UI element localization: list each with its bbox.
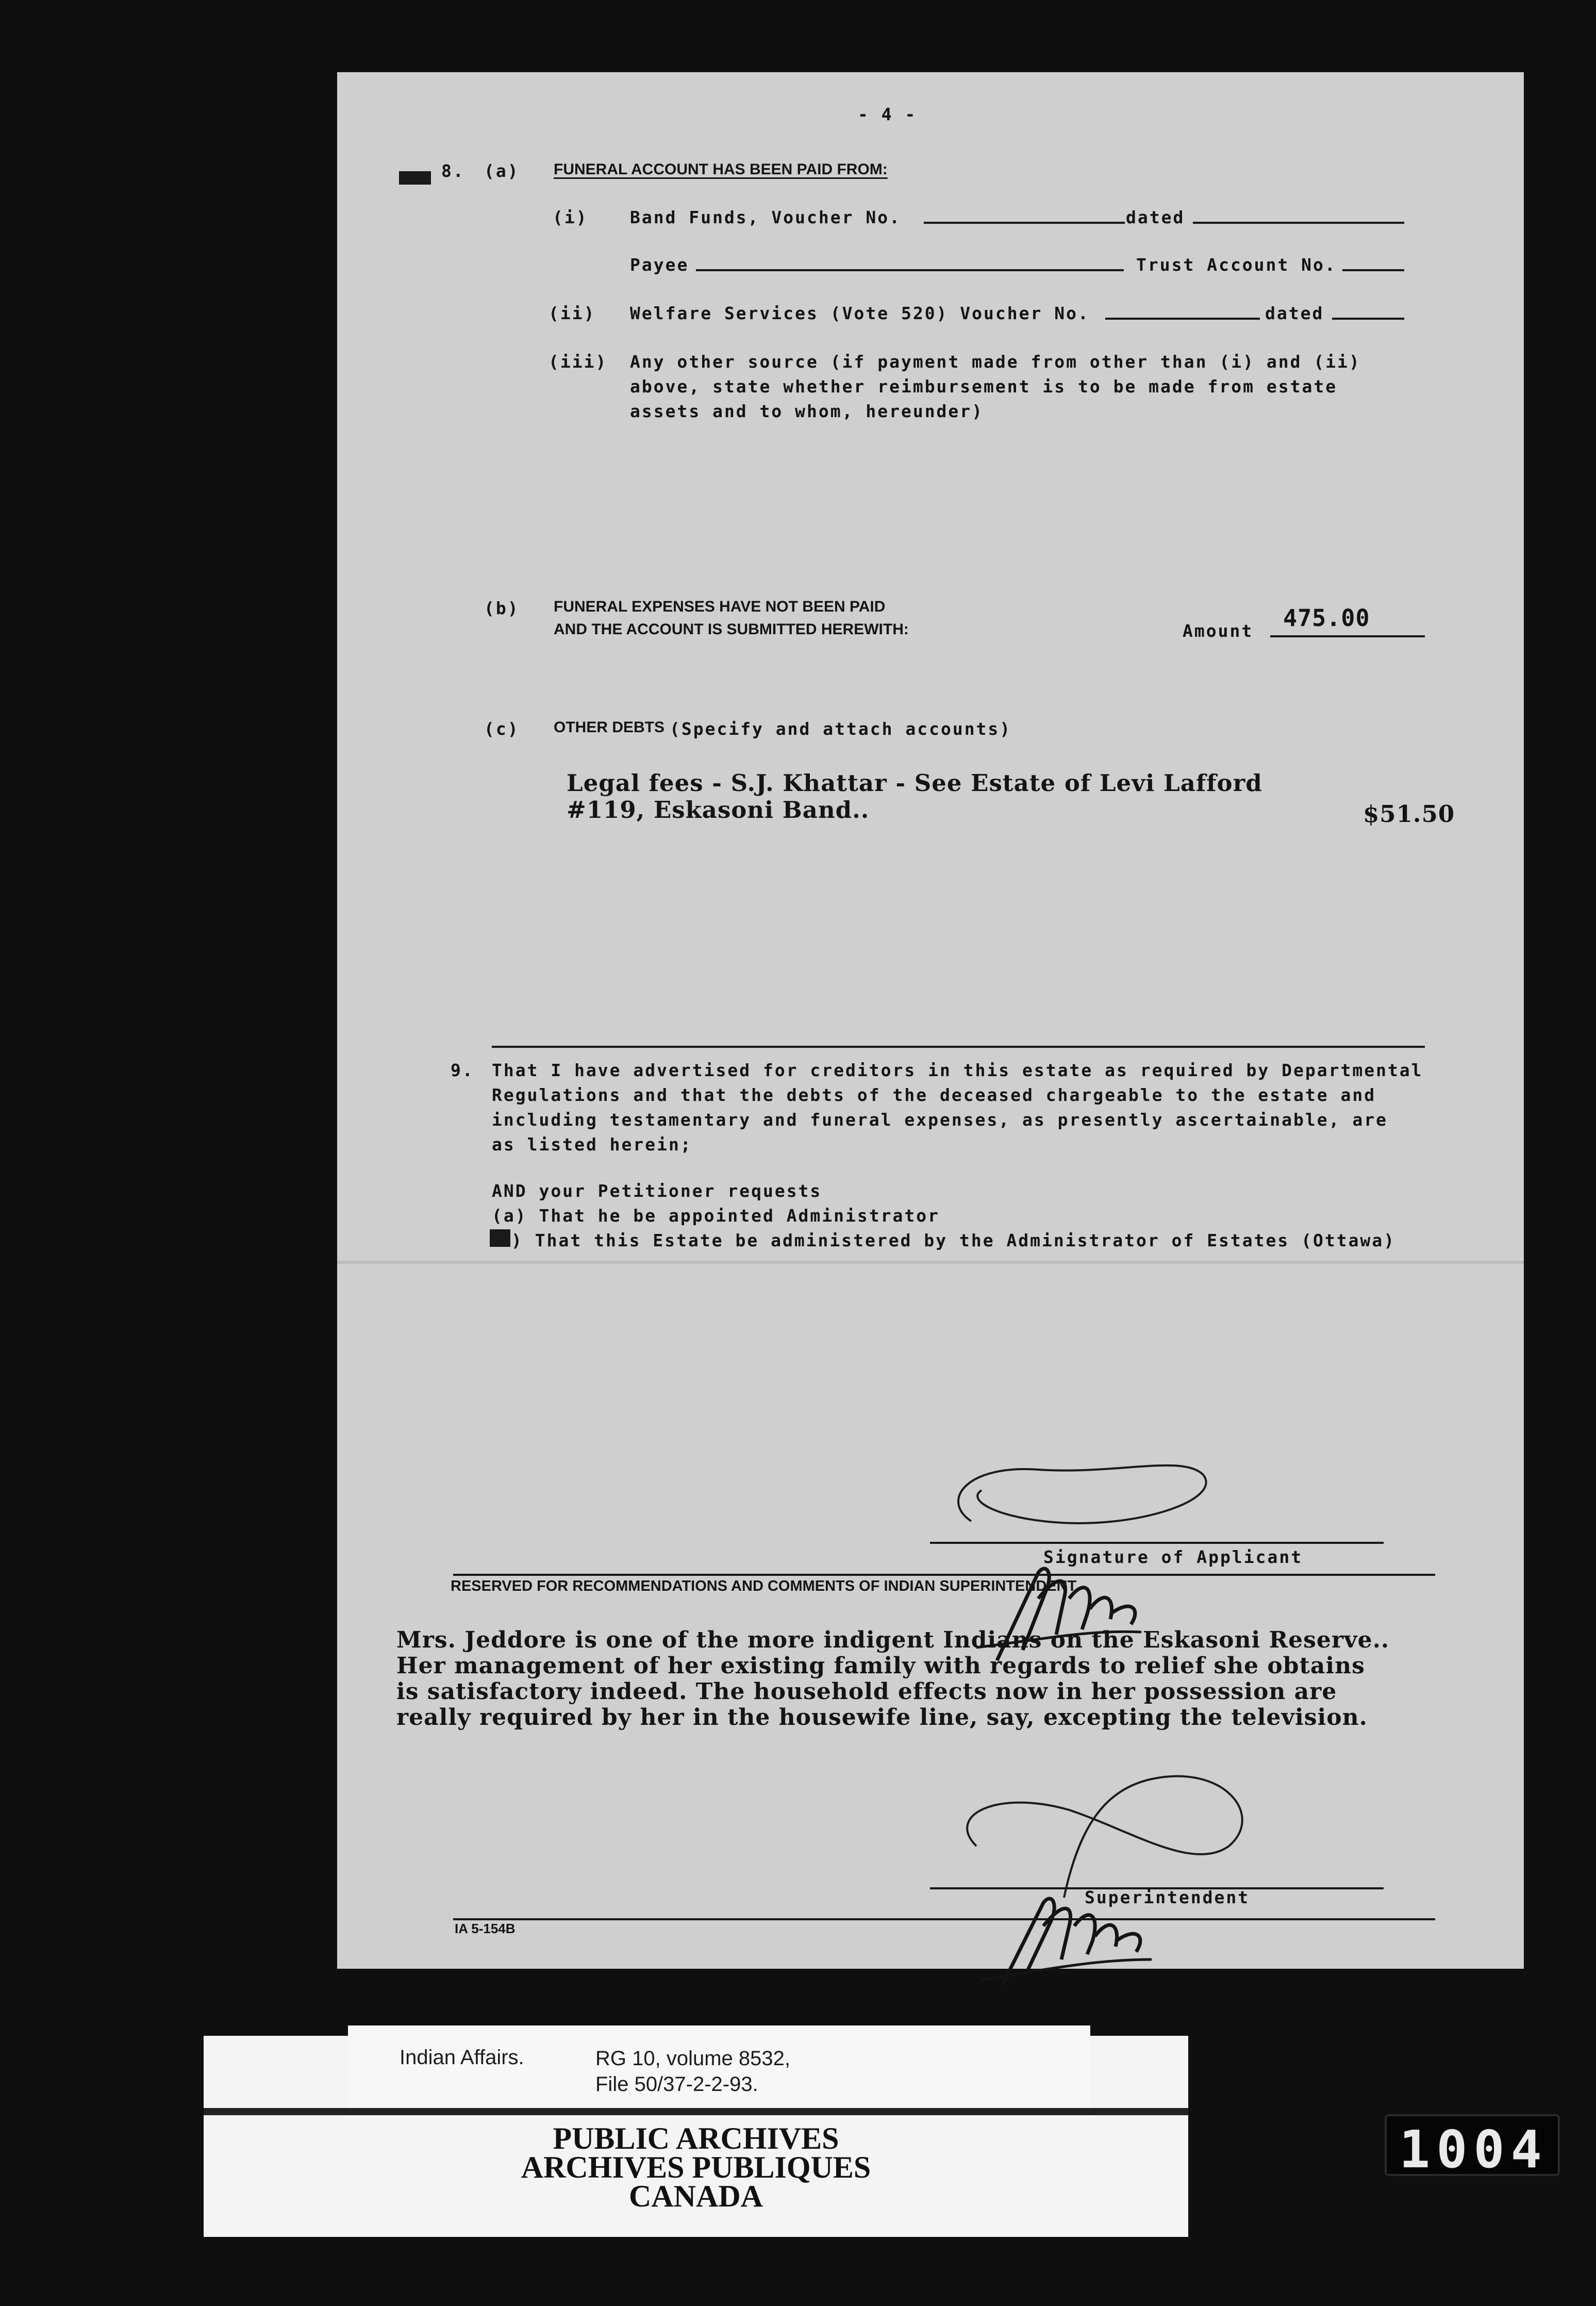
request-a: (a) That he be appointed Administrator [492, 1206, 940, 1226]
department-name: Indian Affairs. [400, 2046, 524, 2069]
superintendent-label: Superintendent [1085, 1887, 1250, 1907]
frame-counter-value: 1004 [1399, 2119, 1548, 2180]
comment-line-2: Her management of her existing family with regards to relief she obtains [396, 1653, 1365, 1679]
other-source-line-2: above, state whether reimbursement is to be made from estate [630, 376, 1338, 397]
comment-line-1: Mrs. Jeddore is one of the more indigent Indians on the Eskasoni Reserve.. [396, 1627, 1390, 1653]
amount-label: Amount [1183, 621, 1254, 641]
footer-line [453, 1918, 1435, 1920]
reserved-divider [453, 1574, 1435, 1576]
section-divider [492, 1046, 1425, 1048]
payee-field[interactable] [696, 269, 1124, 271]
applicant-signature-line [930, 1542, 1384, 1544]
margin-mark [399, 171, 431, 185]
page-number: - 4 - [858, 104, 917, 124]
other-debts-note: (Specify and attach accounts) [670, 719, 1012, 739]
archives-stamp-line-3: CANADA [629, 2179, 763, 2213]
item9-line-1: That I have advertised for creditors in this estate as required by Departmental [492, 1060, 1423, 1080]
file-number-line: File 50/37-2-2-93. [595, 2073, 758, 2096]
label-band [204, 2108, 1188, 2115]
petitioner-requests: AND your Petitioner requests [492, 1181, 822, 1201]
item8a-iii-label: (iii) [548, 352, 608, 372]
comment-line-4: really required by her in the housewife line, say, excepting the television. [396, 1704, 1368, 1731]
welfare-voucher-field[interactable] [1105, 318, 1260, 320]
item9-line-2: Regulations and that the debts of the deceased chargeable to the estate and [492, 1085, 1376, 1105]
form-code: IA 5-154B [455, 1921, 516, 1936]
item9-number: 9. [451, 1060, 474, 1080]
amount-value: 475.00 [1283, 604, 1370, 632]
superintendent-signature [935, 1743, 1306, 1990]
item8a-label: (a) [484, 161, 520, 181]
document-page [337, 72, 1524, 1969]
request-b: ) That this Estate be administered by the Administrator of Estates (Ottawa) [511, 1230, 1396, 1250]
item9-line-4: as listed herein; [492, 1134, 692, 1155]
welfare-dated-label: dated [1265, 303, 1324, 323]
legal-fees-amount: $51.50 [1363, 800, 1455, 828]
legal-fees-line-1: Legal fees - S.J. Khattar - See Estate of Levi Lafford [567, 769, 1262, 797]
applicant-signature-label: Signature of Applicant [1043, 1547, 1303, 1567]
archive-reference-tab [348, 2025, 1090, 2118]
other-source-line-3: assets and to whom, hereunder) [630, 401, 984, 421]
welfare-voucher-label: Welfare Services (Vote 520) Voucher No. [630, 303, 1090, 323]
archives-stamp-line-2: ARCHIVES PUBLIQUES [521, 2150, 871, 2184]
struck-letter-mark [490, 1229, 510, 1247]
other-debts-heading: OTHER DEBTS [554, 719, 665, 736]
record-group-line: RG 10, volume 8532, [595, 2047, 790, 2070]
voucher-date-field[interactable] [1193, 222, 1404, 224]
archives-stamp-line-1: PUBLIC ARCHIVES [553, 2121, 839, 2155]
amount-field[interactable] [1270, 635, 1425, 637]
reserved-heading: RESERVED FOR RECOMMENDATIONS AND COMMENTS OF INDIAN SUPERINTENDENT [451, 1578, 1077, 1594]
trust-account-field[interactable] [1342, 269, 1404, 271]
welfare-date-field[interactable] [1332, 318, 1404, 320]
item8a-ii-label: (ii) [548, 303, 596, 323]
item8a-i-label: (i) [553, 207, 588, 227]
fold-line [337, 1261, 1524, 1264]
frame-counter [1385, 2114, 1560, 2180]
voucher-dated-label: dated [1126, 207, 1185, 227]
voucher-field[interactable] [924, 222, 1125, 224]
payee-label: Payee [630, 255, 689, 275]
voucher-label: Band Funds, Voucher No. [630, 207, 901, 227]
funeral-not-paid-line-1: FUNERAL EXPENSES HAVE NOT BEEN PAID [554, 598, 886, 615]
item8b-label: (b) [484, 598, 520, 618]
funeral-not-paid-line-2: AND THE ACCOUNT IS SUBMITTED HEREWITH: [554, 621, 909, 638]
archive-label-card [204, 2036, 1188, 2237]
item9-line-3: including testamentary and funeral expenses, as presently ascertainable, are [492, 1110, 1388, 1130]
comment-line-3: is satisfactory indeed. The household effects now in her possession are [396, 1678, 1337, 1705]
other-source-line-1: Any other source (if payment made from other than (i) and (ii) [630, 352, 1361, 372]
item8c-label: (c) [484, 719, 520, 739]
item8a-heading: FUNERAL ACCOUNT HAS BEEN PAID FROM: [554, 161, 888, 178]
legal-fees-line-2: #119, Eskasoni Band.. [567, 796, 870, 823]
trust-account-label: Trust Account No. [1136, 255, 1337, 275]
item8-number: 8. [441, 161, 465, 181]
